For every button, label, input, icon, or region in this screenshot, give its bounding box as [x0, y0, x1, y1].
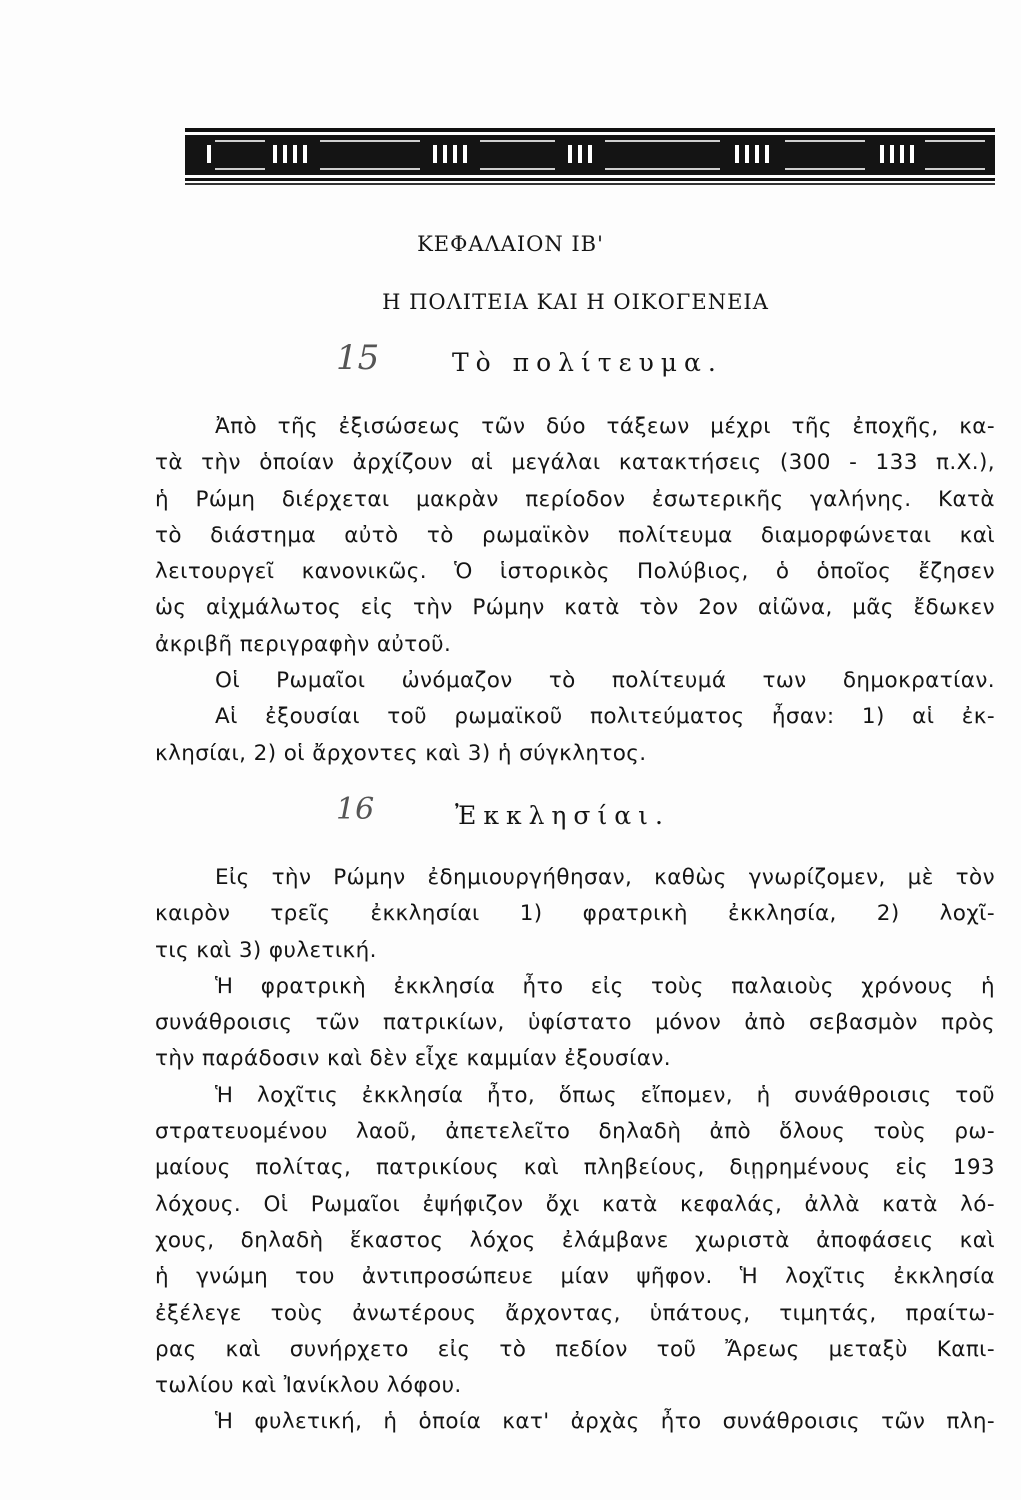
handwritten-number-15: 15 — [336, 338, 380, 378]
text-line: κλησίαι, 2) οἱ ἄρχοντες καὶ 3) ἡ σύγκλητος. — [155, 740, 647, 766]
text-line: Αἱ ἐξουσίαι τοῦ ρωμαϊκοῦ πολιτεύματος ἦσαν: 1) αἱ ἐκ- — [215, 704, 995, 730]
section-heading-ekklisiai: Ἐκκλησίαι. — [455, 801, 670, 830]
section2-body — [155, 860, 995, 1441]
text-line: Εἰς τὴν Ρώμην ἐδημιουργήθησαν, καθὼς γνωρίζομεν, μὲ τὸν — [215, 865, 995, 890]
text-line: Ἡ φυλετική, ἡ ὁποία κατ' ἀρχὰς ἦτο συνάθροισις τῶν πλη- — [215, 1409, 995, 1435]
text-line: στρατευομένου λαοῦ, ἀπετελεῖτο δηλαδὴ ἀπὸ ὅλους τοὺς ρω- — [155, 1119, 995, 1145]
text-line: Ἡ λοχῖτις ἐκκλησία ἦτο, ὅπως εἴπομεν, ἡ συνάθροισις τοῦ — [215, 1082, 995, 1108]
text-line: λόχους. Οἱ Ρωμαῖοι ἐψήφιζον ὄχι κατὰ κεφαλάς, ἀλλὰ κατὰ λό- — [155, 1191, 995, 1217]
text-line: ὡς αἰχμάλωτος εἰς τὴν Ρώμην κατὰ τὸν 2ον αἰῶνα, μᾶς ἔδωκεν — [155, 595, 995, 621]
handwritten-number-16: 16 — [336, 792, 375, 827]
chapter-label: ΚΕΦΑΛΑΙΟΝ ΙΒ' — [417, 232, 604, 256]
text-line: ἐξέλεγε τοὺς ἀνωτέρους ἄρχοντας, ὑπάτους, τιμητάς, πραίτω- — [155, 1300, 995, 1326]
text-line: λειτουργεῖ κανονικῶς. Ὁ ἱστορικὸς Πολύβιος, ὁ ὁποῖος ἔζησεν — [155, 559, 995, 585]
text-line: τὴν παράδοσιν καὶ δὲν εἶχε καμμίαν ἐξουσίαν. — [155, 1046, 671, 1072]
chapter-title: Η ΠΟΛΙΤΕΙΑ ΚΑΙ Η ΟΙΚΟΓΕΝΕΙΑ — [382, 290, 769, 314]
text-line: τὰ τὴν ὁποίαν ἀρχίζουν αἱ μεγάλαι κατακτήσεις (300 - 133 π.Χ.), — [155, 450, 995, 476]
ornament-graphic — [185, 128, 995, 186]
text-line: τωλίου καὶ Ἰανίκλου λόφου. — [155, 1373, 462, 1399]
text-line: συνάθροισις τῶν πατρικίων, ὑφίστατο μόνον ἀπὸ σεβασμὸν πρὸς — [155, 1010, 995, 1036]
text-line: τις καὶ 3) φυλετική. — [155, 937, 377, 963]
section1-body — [155, 409, 995, 772]
section-heading-politeuma: Τὸ πολίτευμα. — [452, 348, 723, 377]
decorative-header-band — [185, 128, 995, 186]
text-line: χους, δηλαδὴ ἕκαστος λόχος ἐλάμβανε χωριστὰ ἀποφάσεις καὶ — [155, 1227, 995, 1253]
text-line: ἀκριβῆ περιγραφὴν αὐτοῦ. — [155, 631, 452, 657]
text-line: ἡ γνώμη του ἀντιπροσώπευε μίαν ψῆφον. Ἡ λοχῖτις ἐκκλησία — [155, 1264, 995, 1290]
text-line: ἡ Ρώμη διέρχεται μακρὰν περίοδον ἐσωτερικῆς γαλήνης. Κατὰ — [155, 486, 995, 512]
text-line: ρας καὶ συνήρχετο εἰς τὸ πεδίον τοῦ Ἄρεως μεταξὺ Καπι- — [155, 1336, 995, 1362]
text-line: Ἀπὸ τῆς ἐξισώσεως τῶν δύο τάξεων μέχρι τῆς ἐποχῆς, κα- — [215, 414, 995, 439]
text-line: Ἡ φρατρικὴ ἐκκλησία ἦτο εἰς τοὺς παλαιοὺς χρόνους ἡ — [215, 973, 995, 999]
text-line: τὸ διάστημα αὐτὸ τὸ ρωμαϊκὸν πολίτευμα διαμορφώνεται καὶ — [155, 522, 995, 548]
text-line: μαίους πολίτας, πατρικίους καὶ πληβείους, διῃρημένους εἰς 193 — [155, 1155, 995, 1181]
text-line: Οἱ Ρωμαῖοι ὠνόμαζον τὸ πολίτευμά των δημοκρατίαν. — [215, 668, 995, 694]
text-line: καιρὸν τρεῖς ἐκκλησίαι 1) φρατρικὴ ἐκκλησία, 2) λοχῖ- — [155, 901, 995, 927]
